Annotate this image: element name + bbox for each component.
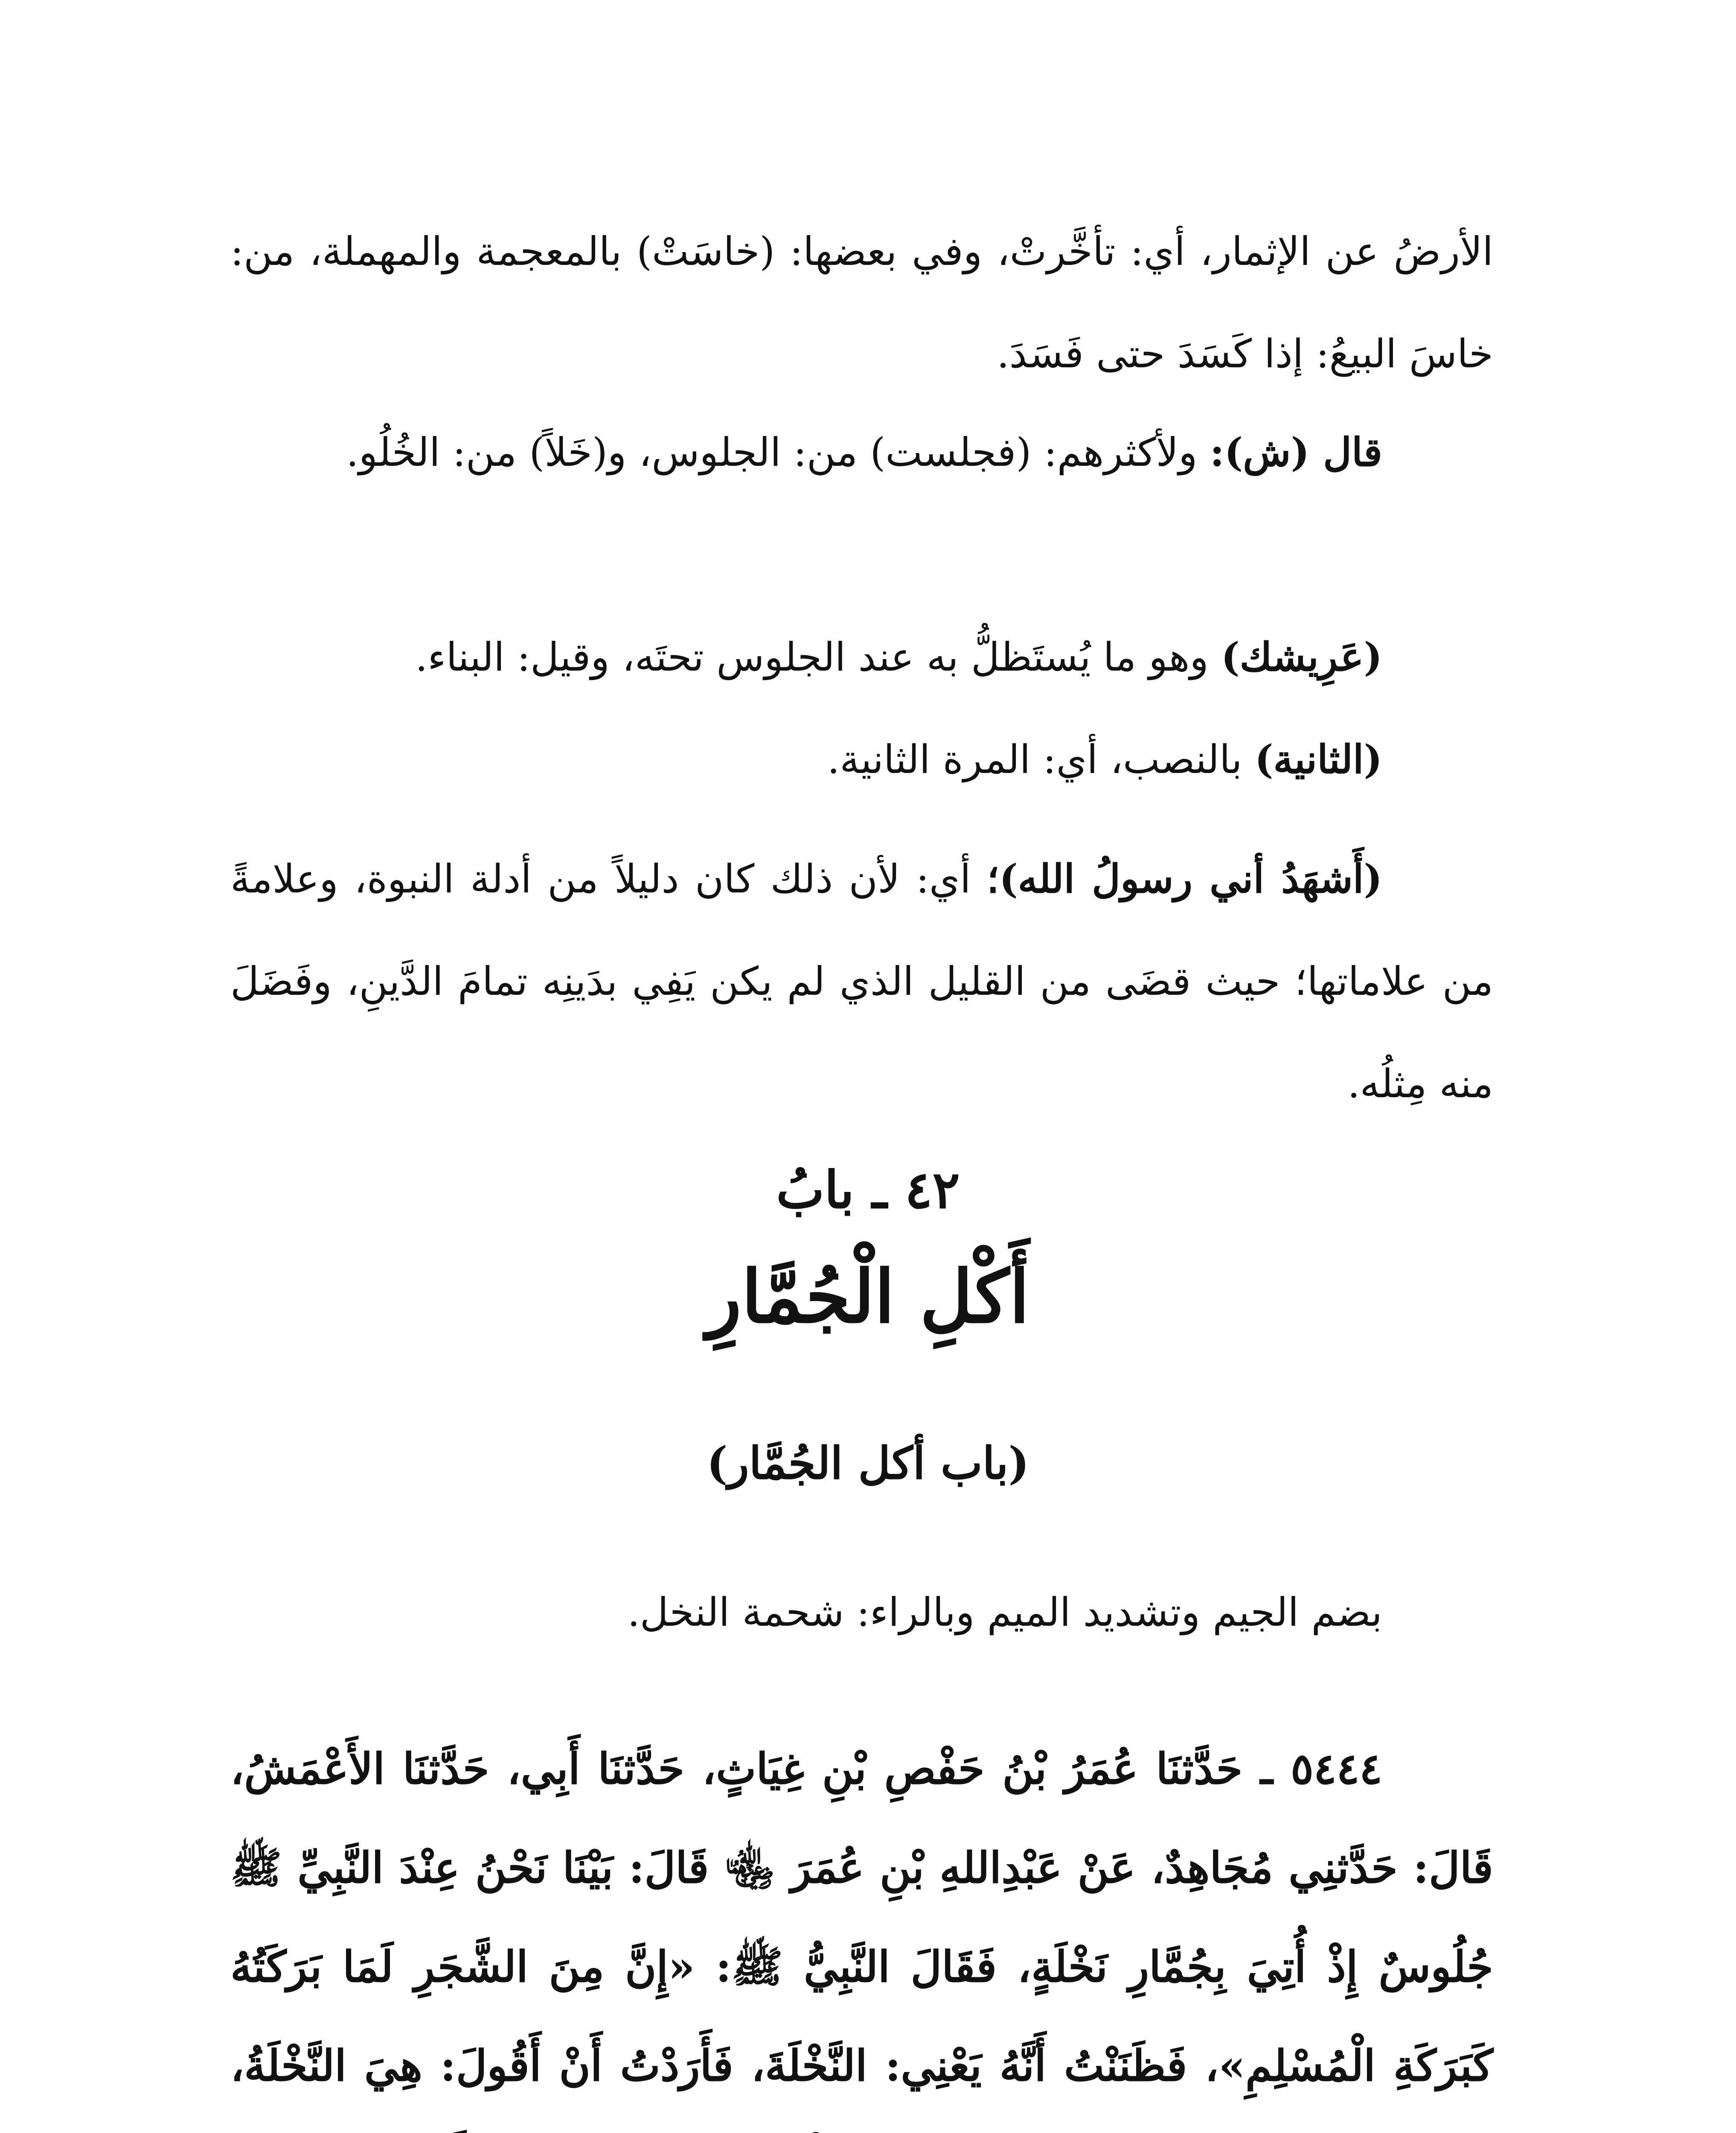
paragraph-heading: (عَرِيشك) <box>1221 634 1382 680</box>
paragraph-thaniya <box>230 708 1493 811</box>
paragraph-sh-note <box>230 401 1493 504</box>
paragraph-body: ولأكثرهم: (فجلست) من: الجلوس، و(خَلاً) من: الخُلُو. <box>346 430 1210 475</box>
commentary-heading: (باب أكل الجُمَّار) <box>707 1437 1029 1489</box>
paragraph-continuation: الأرضُ عن الإثمار، أي: تأخَّرتْ، وفي بعضها: (خاسَتْ) بالمعجمة والمهملة، من: خاسَ البيعُ: إذا كَسَدَ حتى فَسَدَ. <box>230 229 1493 377</box>
paragraph-body: أي: لأن ذلك كان دليلاً من أدلة النبوة، وعلامةً من علاماتها؛ حيث قضَى من القليل الذي لم يكن يَفِي بدَينِه تمامَ الدَّينِ، وفَضَلَ منه مِثلُه. <box>230 856 1493 1107</box>
chapter-title: أَكْلِ الْجُمَّارِ <box>706 1254 1030 1340</box>
paragraph-heading: قال (ش): <box>1210 429 1382 475</box>
paragraph-heading: (الثانية) <box>1254 736 1382 782</box>
paragraph-ashhadu <box>230 828 1493 1135</box>
paragraph-body: بالنصب، أي: المرة الثانية. <box>827 737 1255 782</box>
commentary-text: بضم الجيم وتشديد الميم وبالراء: شحمة النخل. <box>627 1590 1382 1635</box>
paragraph-body: وهو ما يُستَظلُّ به عند الجلوس تحتَه، وقيل: البناء. <box>415 634 1221 680</box>
paragraph-heading: (أَشهَدُ أني رسولُ الله)؛ <box>986 856 1383 902</box>
paragraph-arish <box>230 606 1493 709</box>
hadith-text: ٥٤٤٤ ـ حَدَّثنَا عُمَرُ بْنُ حَفْصِ بْنِ غِيَاثٍ، حَدَّثنَا أَبِي، حَدَّثنَا الأَعْمَشُ، قَالَ: حَدَّثنِي مُجَاهِدٌ، عَنْ عَبْدِاللهِ بْنِ عُمَرَ ﵄ قَالَ: بَيْنَا نَحْنُ عِنْدَ النَّبِيِّ ﷺ جُلُوسٌ إِذْ أُتِيَ بِجُمَّارِ نَخْلَةٍ، فَقَالَ النَّبِيُّ ﷺ: «إِنَّ مِنَ الشَّجَرِ لَمَا بَرَكَتُهُ كَبَرَكَةِ الْمُسْلِمِ»، فَظَنَنْتُ أَنَّهُ يَعْنِي: النَّخْلَةَ، فَأَرَدْتُ أَنْ أَقُولَ: هِيَ النَّخْلَةُ، <box>230 1744 1493 2091</box>
chapter-number: ٤٢ ـ بابُ <box>776 1160 960 1220</box>
